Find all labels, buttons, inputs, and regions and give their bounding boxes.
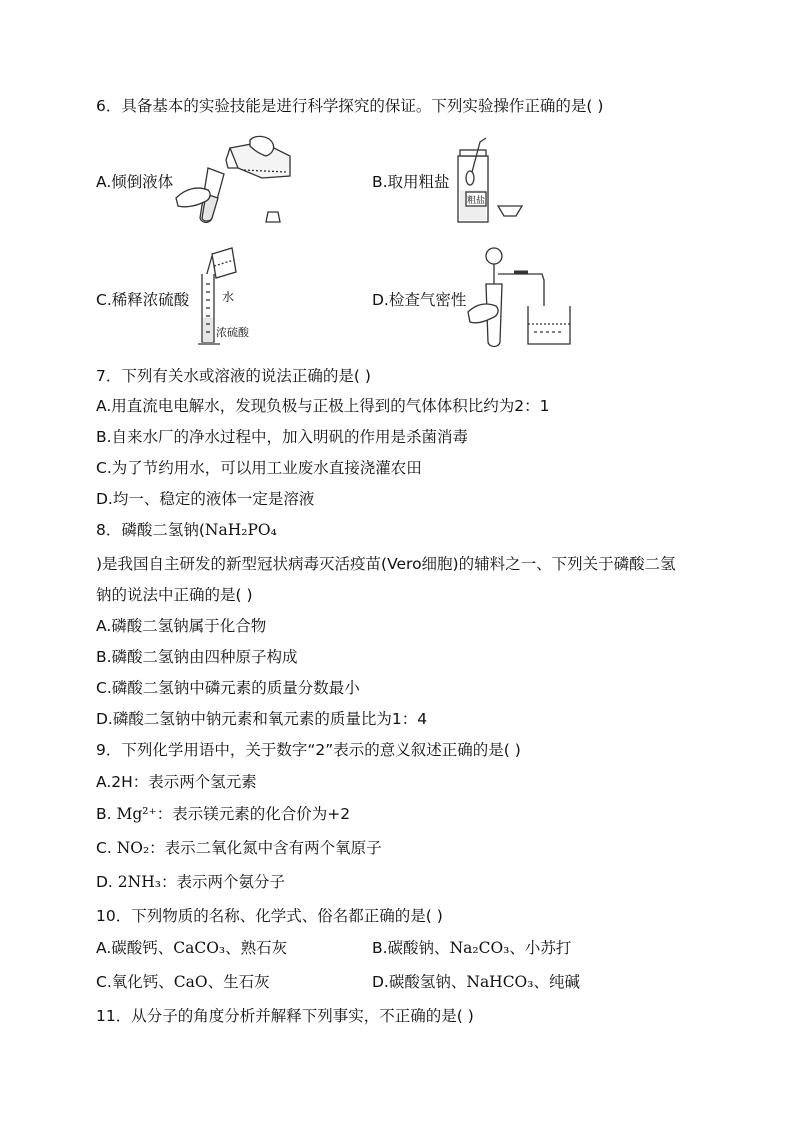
q9-option-d (96, 872, 285, 892)
q7-stem: 7．下列有关水或溶液的说法正确的是( ) (96, 367, 371, 385)
q9-b-text: ：表示镁元素的化合价为+2 (156, 805, 351, 823)
q8-option-c: C.磷酸二氢钠中磷元素的质量分数最小 (96, 679, 360, 697)
q9-d-prefix: D. (96, 873, 118, 891)
q9-stem: 9．下列化学用语中，关于数字“2”表示的意义叙述正确的是( ) (96, 741, 521, 759)
q11-stem: 11．从分子的角度分析并解释下列事实，不正确的是( ) (96, 1007, 474, 1025)
q10-option-b (372, 938, 571, 958)
q6-option-d: D.检查气密性 (372, 291, 467, 309)
q9-c-prefix: C. (96, 839, 117, 857)
q10-option-d (372, 972, 580, 992)
q8-stem-c: 钠的说法中正确的是( ) (96, 586, 253, 604)
pouring-liquid-figure (172, 134, 302, 230)
q10-c-name: C.氧化钙、 (96, 973, 174, 991)
taking-salt-figure (450, 134, 526, 226)
diluting-acid-figure (190, 244, 270, 348)
q6-stem: 6．具备基本的实验技能是进行科学探究的保证。下列实验操作正确的是( ) (96, 97, 604, 115)
q9-d-formula: 2NH₃ (117, 873, 161, 891)
q9-d-text: ：表示两个氨分子 (160, 873, 285, 891)
q10-d-name: D.碳酸氢钠、 (372, 973, 467, 991)
q7-option-d: D.均一、稳定的液体一定是溶液 (96, 490, 315, 508)
q6-option-a: A.倾倒液体 (96, 173, 174, 191)
q10-option-c (96, 972, 270, 992)
q10-b-common: 、小苏打 (509, 939, 572, 957)
q10-c-common: 、生石灰 (207, 973, 270, 991)
q7-option-a: A.用直流电电解水，发现负极与正极上得到的气体体积比约为2：1 (96, 397, 550, 415)
airtightness-figure (466, 244, 576, 352)
q10-a-common: 、熟石灰 (225, 939, 288, 957)
q9-option-c (96, 838, 382, 858)
q8-stem-b: )是我国自主研发的新型冠状病毒灭活疫苗(Vero细胞)的辅料之一、下列关于磷酸二氢 (96, 555, 676, 573)
acid-label: 浓硫酸 (216, 326, 249, 339)
salt-label: 粗盐 (467, 196, 486, 206)
q8-option-a: A.磷酸二氢钠属于化合物 (96, 617, 267, 635)
q10-stem: 10．下列物质的名称、化学式、俗名都正确的是( ) (96, 907, 443, 925)
q8-option-d: D.磷酸二氢钠中钠元素和氧元素的质量比为1：4 (96, 710, 428, 728)
q10-b-name: B.碳酸钠、 (372, 939, 450, 957)
q8-stem-line1 (96, 520, 277, 540)
q10-c-formula: CaO (173, 973, 208, 991)
q8-stem-a: 8．磷酸二氢钠( (96, 521, 205, 539)
q10-option-a (96, 938, 287, 958)
q10-b-formula: Na₂CO₃ (449, 939, 510, 957)
q9-c-formula: NO₂ (116, 839, 150, 857)
q9-c-text: ：表示二氧化氮中含有两个氧原子 (149, 839, 382, 857)
q6-option-b: B.取用粗盐 (372, 173, 450, 191)
water-label: 水 (222, 290, 235, 304)
q10-d-formula: NaHCO₃ (466, 973, 534, 991)
q9-option-b (96, 804, 350, 824)
q8-formula: NaH₂PO₄ (204, 521, 277, 539)
q9-b-formula: Mg²⁺ (116, 805, 157, 823)
q8-option-b: B.磷酸二氢钠由四种原子构成 (96, 648, 298, 666)
q10-a-name: A.碳酸钙、 (96, 939, 174, 957)
q10-d-common: 、纯碱 (533, 973, 580, 991)
q9-option-a: A.2H：表示两个氢元素 (96, 773, 257, 791)
q7-option-c: C.为了节约用水，可以用工业废水直接浇灌农田 (96, 459, 422, 477)
q10-a-formula: CaCO₃ (173, 939, 226, 957)
q7-option-b: B.自来水厂的净水过程中，加入明矾的作用是杀菌消毒 (96, 428, 469, 446)
q6-option-c: C.稀释浓硫酸 (96, 291, 190, 309)
q9-b-prefix: B. (96, 805, 117, 823)
